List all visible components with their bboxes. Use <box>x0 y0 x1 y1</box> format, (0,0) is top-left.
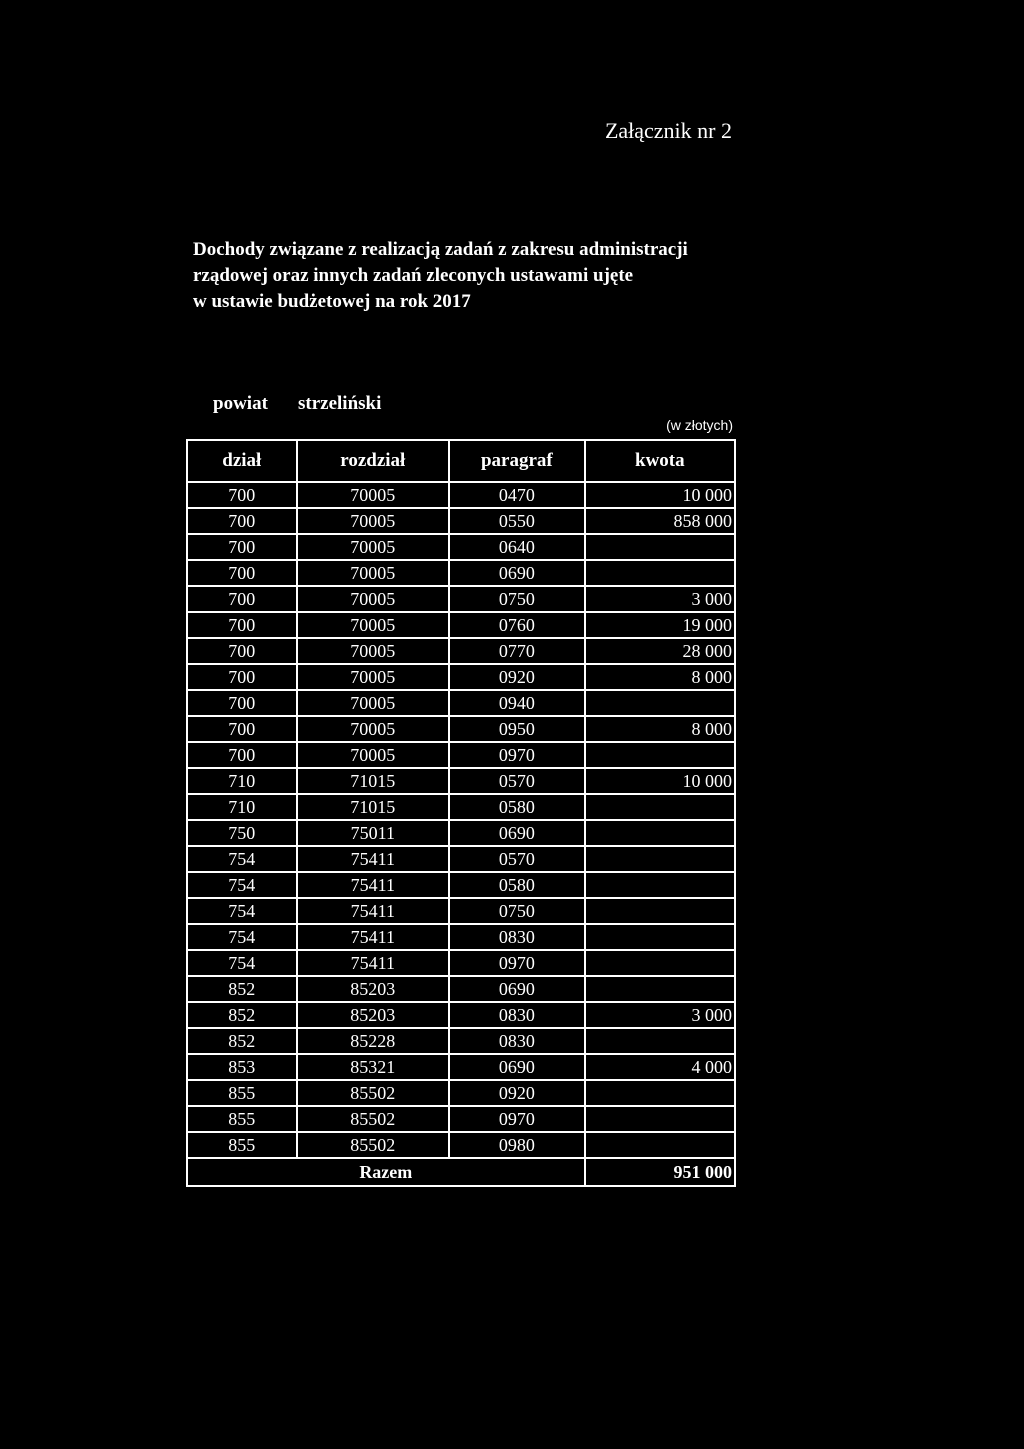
cell-kwota: 3 000 <box>585 1002 735 1028</box>
cell-rozdzial: 70005 <box>297 690 449 716</box>
header-rozdzial: rozdział <box>297 440 449 482</box>
cell-paragraf: 0980 <box>449 1132 585 1158</box>
cell-kwota: 19 000 <box>585 612 735 638</box>
cell-paragraf: 0750 <box>449 586 585 612</box>
cell-kwota <box>585 1028 735 1054</box>
table-row <box>187 950 735 976</box>
total-label: Razem <box>187 1158 585 1186</box>
cell-dzial: 700 <box>187 716 297 742</box>
cell-paragraf: 0830 <box>449 1028 585 1054</box>
cell-paragraf: 0690 <box>449 1054 585 1080</box>
cell-kwota <box>585 976 735 1002</box>
table-row <box>187 534 735 560</box>
cell-rozdzial: 85203 <box>297 1002 449 1028</box>
cell-kwota <box>585 820 735 846</box>
cell-paragraf: 0550 <box>449 508 585 534</box>
cell-dzial: 853 <box>187 1054 297 1080</box>
table-row <box>187 898 735 924</box>
header-paragraf: paragraf <box>449 440 585 482</box>
cell-dzial: 750 <box>187 820 297 846</box>
cell-paragraf: 0570 <box>449 768 585 794</box>
cell-dzial: 700 <box>187 612 297 638</box>
cell-dzial: 700 <box>187 690 297 716</box>
cell-dzial: 700 <box>187 664 297 690</box>
table-row <box>187 638 735 664</box>
cell-kwota <box>585 924 735 950</box>
table-row <box>187 846 735 872</box>
table-row <box>187 1106 735 1132</box>
cell-kwota: 3 000 <box>585 586 735 612</box>
table-row <box>187 768 735 794</box>
table-row <box>187 716 735 742</box>
county-label: powiat <box>213 393 268 414</box>
cell-kwota <box>585 846 735 872</box>
header-kwota: kwota <box>585 440 735 482</box>
cell-kwota <box>585 560 735 586</box>
table-body <box>187 482 735 1158</box>
cell-paragraf: 0920 <box>449 664 585 690</box>
cell-kwota: 10 000 <box>585 768 735 794</box>
cell-dzial: 700 <box>187 482 297 508</box>
table-row <box>187 794 735 820</box>
heading-line: rządowej oraz innych zadań zleconych ustawami ujęte <box>193 265 634 286</box>
cell-kwota <box>585 1080 735 1106</box>
cell-dzial: 852 <box>187 976 297 1002</box>
cell-kwota <box>585 742 735 768</box>
cell-paragraf: 0770 <box>449 638 585 664</box>
cell-rozdzial: 85502 <box>297 1132 449 1158</box>
cell-paragraf: 0970 <box>449 1106 585 1132</box>
cell-rozdzial: 70005 <box>297 534 449 560</box>
cell-rozdzial: 70005 <box>297 716 449 742</box>
cell-kwota <box>585 794 735 820</box>
cell-paragraf: 0970 <box>449 742 585 768</box>
cell-kwota: 8 000 <box>585 664 735 690</box>
cell-rozdzial: 85228 <box>297 1028 449 1054</box>
table-row <box>187 924 735 950</box>
cell-rozdzial: 75411 <box>297 846 449 872</box>
cell-rozdzial: 70005 <box>297 638 449 664</box>
cell-dzial: 855 <box>187 1132 297 1158</box>
cell-rozdzial: 70005 <box>297 482 449 508</box>
county-name: strzeliński <box>298 393 382 414</box>
cell-dzial: 700 <box>187 508 297 534</box>
cell-rozdzial: 75411 <box>297 898 449 924</box>
cell-kwota <box>585 534 735 560</box>
unit-note: (w złotych) <box>666 417 733 433</box>
cell-paragraf: 0640 <box>449 534 585 560</box>
table-row <box>187 508 735 534</box>
table-row <box>187 872 735 898</box>
cell-dzial: 700 <box>187 534 297 560</box>
cell-kwota: 28 000 <box>585 638 735 664</box>
cell-rozdzial: 70005 <box>297 508 449 534</box>
cell-paragraf: 0470 <box>449 482 585 508</box>
table-row <box>187 1080 735 1106</box>
cell-paragraf: 0750 <box>449 898 585 924</box>
cell-paragraf: 0690 <box>449 976 585 1002</box>
cell-rozdzial: 71015 <box>297 768 449 794</box>
cell-dzial: 700 <box>187 638 297 664</box>
cell-paragraf: 0970 <box>449 950 585 976</box>
cell-dzial: 700 <box>187 560 297 586</box>
cell-dzial: 710 <box>187 768 297 794</box>
cell-kwota <box>585 872 735 898</box>
cell-dzial: 700 <box>187 586 297 612</box>
cell-paragraf: 0760 <box>449 612 585 638</box>
cell-paragraf: 0690 <box>449 820 585 846</box>
cell-rozdzial: 85321 <box>297 1054 449 1080</box>
cell-dzial: 754 <box>187 898 297 924</box>
heading-line: Dochody związane z realizacją zadań z zakresu administracji <box>193 239 688 260</box>
table-row <box>187 742 735 768</box>
cell-dzial: 700 <box>187 742 297 768</box>
cell-rozdzial: 70005 <box>297 612 449 638</box>
cell-paragraf: 0580 <box>449 872 585 898</box>
cell-kwota: 10 000 <box>585 482 735 508</box>
table-row <box>187 1132 735 1158</box>
cell-dzial: 754 <box>187 872 297 898</box>
table-row <box>187 820 735 846</box>
cell-dzial: 855 <box>187 1080 297 1106</box>
cell-dzial: 852 <box>187 1002 297 1028</box>
table-row <box>187 664 735 690</box>
cell-kwota <box>585 898 735 924</box>
cell-rozdzial: 70005 <box>297 560 449 586</box>
cell-dzial: 754 <box>187 924 297 950</box>
cell-kwota: 858 000 <box>585 508 735 534</box>
cell-kwota <box>585 1132 735 1158</box>
cell-paragraf: 0940 <box>449 690 585 716</box>
cell-rozdzial: 75411 <box>297 950 449 976</box>
attachment-label: Załącznik nr 2 <box>604 118 732 143</box>
cell-rozdzial: 85502 <box>297 1080 449 1106</box>
cell-rozdzial: 70005 <box>297 742 449 768</box>
cell-rozdzial: 71015 <box>297 794 449 820</box>
cell-dzial: 710 <box>187 794 297 820</box>
cell-dzial: 754 <box>187 950 297 976</box>
table-row <box>187 560 735 586</box>
cell-kwota <box>585 1106 735 1132</box>
cell-paragraf: 0830 <box>449 1002 585 1028</box>
cell-paragraf: 0920 <box>449 1080 585 1106</box>
table-row <box>187 482 735 508</box>
cell-dzial: 855 <box>187 1106 297 1132</box>
table-header-row <box>187 440 735 482</box>
cell-rozdzial: 85502 <box>297 1106 449 1132</box>
table-row <box>187 690 735 716</box>
table-row <box>187 1028 735 1054</box>
cell-rozdzial: 70005 <box>297 664 449 690</box>
heading-line: w ustawie budżetowej na rok 2017 <box>193 291 471 312</box>
cell-paragraf: 0950 <box>449 716 585 742</box>
cell-rozdzial: 75011 <box>297 820 449 846</box>
table-row <box>187 586 735 612</box>
cell-rozdzial: 75411 <box>297 924 449 950</box>
cell-kwota: 8 000 <box>585 716 735 742</box>
total-row <box>187 1158 735 1186</box>
document-heading <box>193 237 753 315</box>
cell-dzial: 852 <box>187 1028 297 1054</box>
cell-rozdzial: 75411 <box>297 872 449 898</box>
cell-rozdzial: 70005 <box>297 586 449 612</box>
total-value: 951 000 <box>585 1158 735 1186</box>
cell-rozdzial: 85203 <box>297 976 449 1002</box>
table-row <box>187 1002 735 1028</box>
income-table <box>186 439 736 1187</box>
cell-kwota: 4 000 <box>585 1054 735 1080</box>
cell-paragraf: 0830 <box>449 924 585 950</box>
table-row <box>187 1054 735 1080</box>
table-row <box>187 612 735 638</box>
cell-paragraf: 0690 <box>449 560 585 586</box>
header-dzial: dział <box>187 440 297 482</box>
table-row <box>187 976 735 1002</box>
cell-kwota <box>585 690 735 716</box>
cell-dzial: 754 <box>187 846 297 872</box>
cell-kwota <box>585 950 735 976</box>
cell-paragraf: 0570 <box>449 846 585 872</box>
cell-paragraf: 0580 <box>449 794 585 820</box>
